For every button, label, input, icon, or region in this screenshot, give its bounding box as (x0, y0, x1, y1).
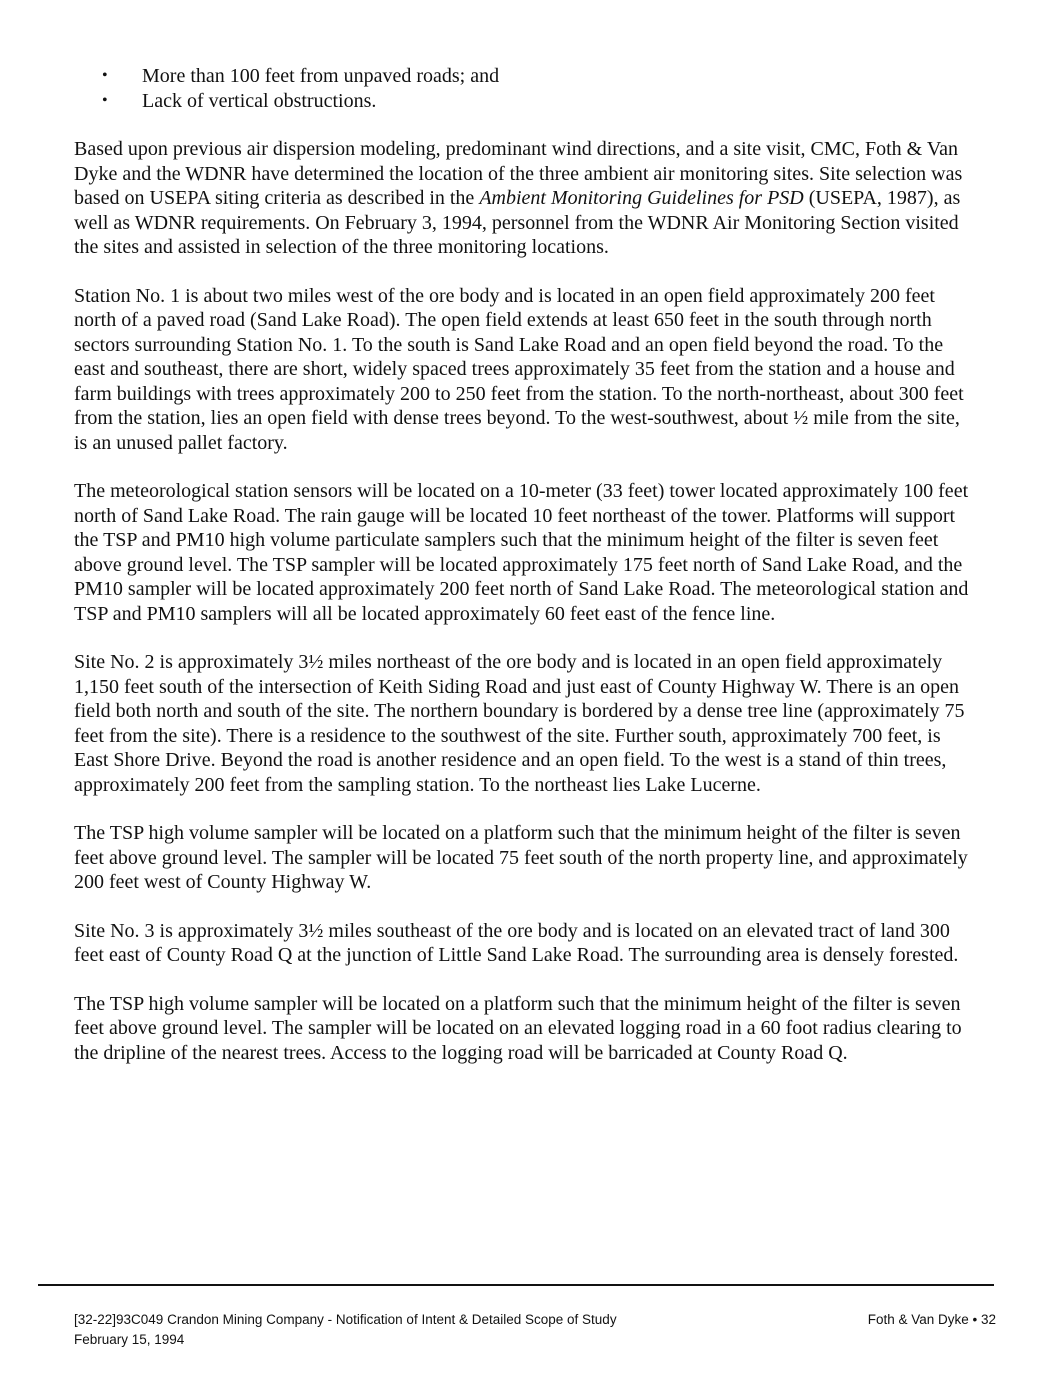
paragraph-site-selection (74, 137, 974, 260)
footer-divider (38, 1284, 994, 1286)
paragraph-site-2: Site No. 2 is approximately 3½ miles northeast of the ore body and is located in an open field approximately 1,150 feet south of the intersection of Keith Siding Road and just east of County Highway W. There is an open field both north and south of the site. The northern boundary is bordered by a dense tree line (approximately 75 feet from the site). There is a residence to the southwest of the site. Further south, approximately 700 feet, is East Shore Drive. Beyond the road is another residence and an open field. To the west is a stand of thin trees, approximately 200 feet from the sampling station. To the northeast lies Lake Lucerne. (74, 651, 965, 796)
paragraph-meteorological-station: The meteorological station sensors will be located on a 10-meter (33 feet) tower located approximately 100 feet north of Sand Lake Road. The rain gauge will be located 10 feet northeast of the tower. Platforms will support the TSP and PM10 high volume particulate samplers such that the minimum height of the filter is seven feet above ground level. The TSP sampler will be located approximately 175 feet north of Sand Lake Road, and the PM10 sampler will be located approximately 200 feet north of Sand Lake Road. The meteorological station and TSP and PM10 samplers will all be located approximately 60 feet east of the fence line. (74, 480, 969, 625)
bullet-item (74, 64, 974, 89)
footer-left (74, 1310, 617, 1350)
footer-firm-page: Foth & Van Dyke • 32 (867, 1312, 996, 1327)
bullet-symbol: • (102, 67, 108, 84)
footer-document-id: [32-22]93C049 Crandon Mining Company - Notification of Intent & Detailed Scope of Study (74, 1312, 617, 1327)
bullet-text: Lack of vertical obstructions. (142, 89, 377, 112)
paragraph-site-3-sampler: The TSP high volume sampler will be located on a platform such that the minimum height of the filter is seven feet above ground level. The sampler will be located on an elevated logging road in a 60 foot radius clearing to the dripline of the nearest trees. Access to the logging road will be barricaded at County Road Q. (74, 992, 962, 1064)
paragraph-text: (USEPA, 1987), as well as WDNR requirements. On February 3, 1994, personnel from the WDNR Air Monitoring Section visited the sites and assisted in selection of the three monitoring locations. (74, 187, 961, 258)
footer-date: February 15, 1994 (74, 1332, 185, 1347)
paragraph-site-3: Site No. 3 is approximately 3½ miles southeast of the ore body and is located on an elevated tract of land 300 feet east of County Road Q at the junction of Little Sand Lake Road. The surrounding area is densely forested. (74, 919, 959, 966)
bullet-symbol: • (102, 91, 108, 109)
document-body (74, 64, 974, 1065)
paragraph-text: Based upon previous air dispersion modeling, predominant wind directions, and a site visit, CMC, Foth & Van Dyke and the WDNR have determined the location of the three ambient air monitoring sites. Site selection was based on USEPA siting criteria as described in the (74, 138, 963, 209)
paragraph-station-1: Station No. 1 is about two miles west of the ore body and is located in an open field approximately 200 feet north of a paved road (Sand Lake Road). The open field extends at least 650 feet in the south through north sectors surrounding Station No. 1. To the south is Sand Lake Road and an open field beyond the road. To the east and southeast, there are short, widely spaced trees approximately 35 feet from the station and a house and farm buildings with trees approximately 200 to 250 feet from the station. To the north-northeast, about 300 feet from the station, lies an open field with dense trees beyond. To the west-southwest, about ½ mile from the site, is an unused pallet factory. (74, 284, 964, 454)
criteria-bullet-list (74, 64, 974, 113)
guideline-title: Ambient Monitoring Guidelines for PSD (479, 187, 804, 209)
bullet-item (74, 89, 974, 114)
paragraph-site-2-sampler: The TSP high volume sampler will be located on a platform such that the minimum height of the filter is seven feet above ground level. The sampler will be located 75 feet south of the north property line, and approximately 200 feet west of County Highway W. (74, 822, 968, 893)
bullet-text: More than 100 feet from unpaved roads; and (142, 65, 500, 87)
